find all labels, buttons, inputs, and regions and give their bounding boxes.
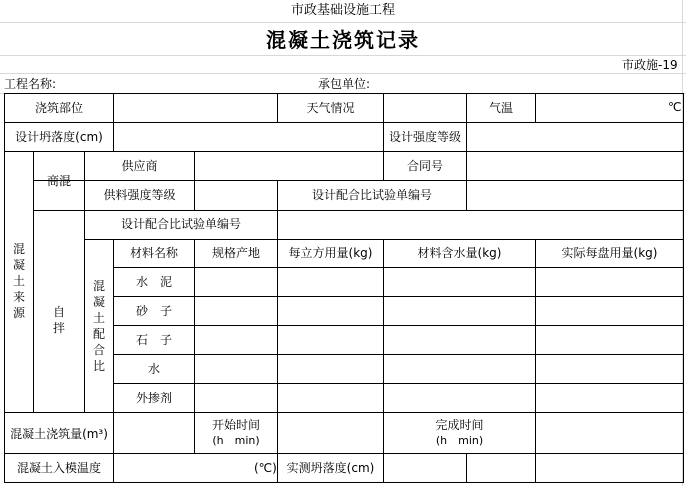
temp-unit: ℃ [668, 100, 682, 114]
col-spec-origin: 规格产地 [211, 246, 260, 260]
end-time-label: 完成时间 [435, 418, 484, 432]
weather-label: 天气情况 [306, 101, 355, 115]
pour-volume-label: 混凝土浇筑量(m³) [10, 427, 108, 441]
material-row: 石 子 [135, 333, 172, 347]
col-actual-batch: 实际每盘用量(kg) [561, 246, 658, 260]
ready-mix-report-no-label: 设计配合比试验单编号 [311, 188, 432, 202]
end-time-unit: (h min) [435, 434, 484, 447]
ready-mix-label: 商混 [46, 174, 71, 188]
form-code: 市政施-19 [622, 58, 678, 72]
design-slump-label: 设计坍落度(cm) [15, 130, 103, 144]
contractor-label: 承包单位: [318, 77, 371, 91]
material-row: 外掺剂 [135, 391, 172, 405]
actual-slump-label: 实测坍落度(cm) [286, 461, 375, 475]
form-category: 市政基础设施工程 [290, 3, 395, 18]
start-time-label: 开始时间 [211, 418, 260, 432]
mold-temp-label: 混凝土入模温度 [16, 461, 101, 475]
material-row: 水 [147, 362, 160, 376]
material-row: 水 泥 [135, 275, 172, 289]
col-per-cubic: 每立方用量(kg) [288, 246, 373, 260]
project-name-label: 工程名称: [4, 77, 57, 91]
concrete-source-label: 混凝土来源 [12, 242, 25, 320]
mold-temp-unit: (℃) [254, 461, 277, 475]
mix-ratio-label: 混凝土配合比 [92, 279, 105, 373]
col-material-name: 材料名称 [129, 246, 178, 260]
temperature-label: 气温 [488, 101, 513, 115]
design-strength-label: 设计强度等级 [388, 130, 461, 144]
material-row: 砂 子 [135, 304, 172, 318]
self-mix-report-no-label: 设计配合比试验单编号 [120, 217, 241, 231]
self-mix-label: 自拌 [52, 305, 65, 335]
pour-location-label: 浇筑部位 [34, 101, 83, 115]
form-title: 混凝土浇筑记录 [266, 28, 420, 52]
start-time-unit: (h min) [212, 434, 260, 447]
supplier-label: 供应商 [121, 159, 158, 173]
contract-no-label: 合同号 [406, 159, 443, 173]
col-moisture: 材料含水量(kg) [417, 246, 502, 260]
supply-grade-label: 供料强度等级 [103, 188, 176, 202]
